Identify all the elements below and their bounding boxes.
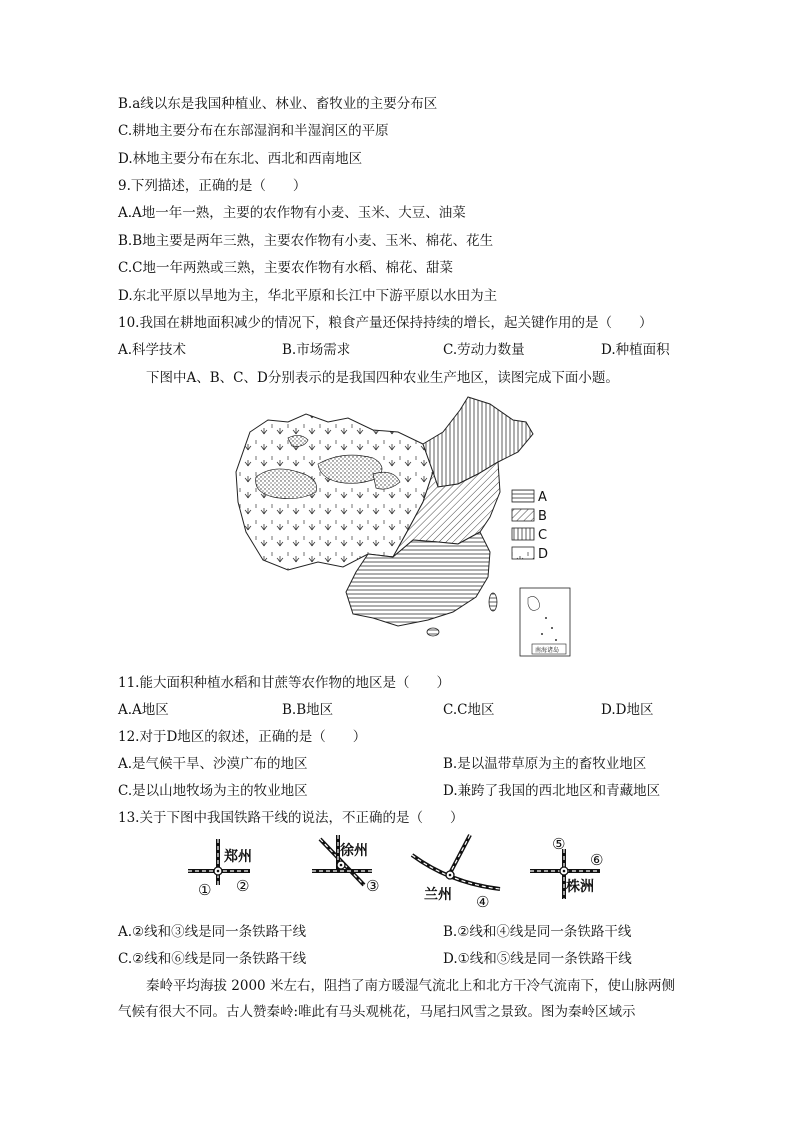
svg-text:南海诸岛: 南海诸岛 xyxy=(535,647,560,654)
china-agriculture-map xyxy=(228,392,588,662)
q8-option-d: D.林地主要分布在东北、西北和西南地区 xyxy=(118,151,363,167)
q12-option-a: A.是气候干旱、沙漠广布的地区 xyxy=(118,756,308,772)
q10-option-d: D.种植面积 xyxy=(601,342,670,358)
q11-stem: 11.能大面积种植水稻和甘蔗等农作物的地区是（ ） xyxy=(118,675,450,691)
q12-option-b: B.是以温带草原为主的畜牧业地区 xyxy=(443,756,647,772)
q9-stem: 9.下列描述，正确的是（ ） xyxy=(118,178,307,194)
q10-option-c: C.劳动力数量 xyxy=(443,342,525,358)
svg-text:④: ④ xyxy=(476,893,490,911)
railway-junctions-figure xyxy=(180,833,620,913)
q12-stem: 12.对于D地区的叙述，正确的是（ ） xyxy=(118,729,367,745)
svg-text:⑤: ⑤ xyxy=(552,835,566,853)
q11-option-c: C.C地区 xyxy=(443,702,495,718)
junction-zhuzhou xyxy=(530,835,603,899)
q11-option-a: A.A地区 xyxy=(118,702,169,718)
svg-text:兰州: 兰州 xyxy=(424,887,452,903)
map-legend xyxy=(512,490,548,562)
map-intro: 下图中A、B、C、D分别表示的是我国四种农业生产地区，读图完成下面小题。 xyxy=(146,370,619,386)
svg-text:②: ② xyxy=(236,877,250,895)
q13-stem: 13.关于下图中我国铁路干线的说法，不正确的是（ ） xyxy=(118,810,464,826)
q10-stem: 10.我国在耕地面积减少的情况下，粮食产量还保持持续的增长，起关键作用的是（ ） xyxy=(118,315,653,331)
svg-text:C: C xyxy=(538,528,548,543)
q9-option-b: B.B地主要是两年三熟，主要农作物有小麦、玉米、棉花、花生 xyxy=(118,233,494,249)
taiwan-island xyxy=(489,593,497,611)
south-sea-inset xyxy=(520,588,570,656)
svg-text:A: A xyxy=(538,490,547,505)
q13-option-c: C.②线和⑥线是同一条铁路干线 xyxy=(118,951,307,967)
q13-option-b: B.②线和④线是同一条铁路干线 xyxy=(443,924,632,940)
junction-lanzhou xyxy=(412,835,500,911)
svg-text:B: B xyxy=(538,509,547,524)
q9-option-a: A.A地一年一熟，主要的农作物有小麦、玉米、大豆、油菜 xyxy=(118,205,466,221)
hainan-island xyxy=(427,628,439,636)
q10-option-b: B.市场需求 xyxy=(282,342,351,358)
junction-zhengzhou xyxy=(188,839,252,899)
q10-option-a: A.科学技术 xyxy=(118,342,187,358)
svg-text:⑥: ⑥ xyxy=(590,851,604,869)
q11-option-d: D.D地区 xyxy=(601,702,654,718)
q13-option-d: D.①线和⑤线是同一条铁路干线 xyxy=(443,951,632,967)
svg-text:株洲: 株洲 xyxy=(566,879,594,895)
q9-option-d: D.东北平原以旱地为主，华北平原和长江中下游平原以水田为主 xyxy=(118,288,498,304)
q8-option-b: B.a线以东是我国种植业、林业、畜牧业的主要分布区 xyxy=(118,96,438,112)
q12-option-c: C.是以山地牧场为主的牧业地区 xyxy=(118,783,308,799)
junction-xuzhou xyxy=(312,835,379,895)
q9-option-c: C.C地一年两熟或三熟，主要农作物有水稻、棉花、甜菜 xyxy=(118,260,453,276)
svg-text:①: ① xyxy=(198,881,212,899)
svg-text:③: ③ xyxy=(366,877,380,895)
qinling-paragraph: 秦岭平均海拔 2000 米左右，阻挡了南方暖湿气流北上和北方干冷气流南下，使山脉两侧气候有很大不同。古人赞秦岭:唯此有马头观桃花，马尾扫风雪之景致。图为秦岭区域示 xyxy=(118,978,675,1020)
q8-option-c: C.耕地主要分布在东部湿润和半湿润区的平原 xyxy=(118,123,389,139)
q13-option-a: A.②线和③线是同一条铁路干线 xyxy=(118,924,307,940)
q12-option-d: D.兼跨了我国的西北地区和青藏地区 xyxy=(443,783,661,799)
svg-text:郑州: 郑州 xyxy=(224,849,252,865)
svg-text:D: D xyxy=(538,547,549,562)
q11-option-b: B.B地区 xyxy=(282,702,334,718)
svg-text:徐州: 徐州 xyxy=(340,843,368,859)
